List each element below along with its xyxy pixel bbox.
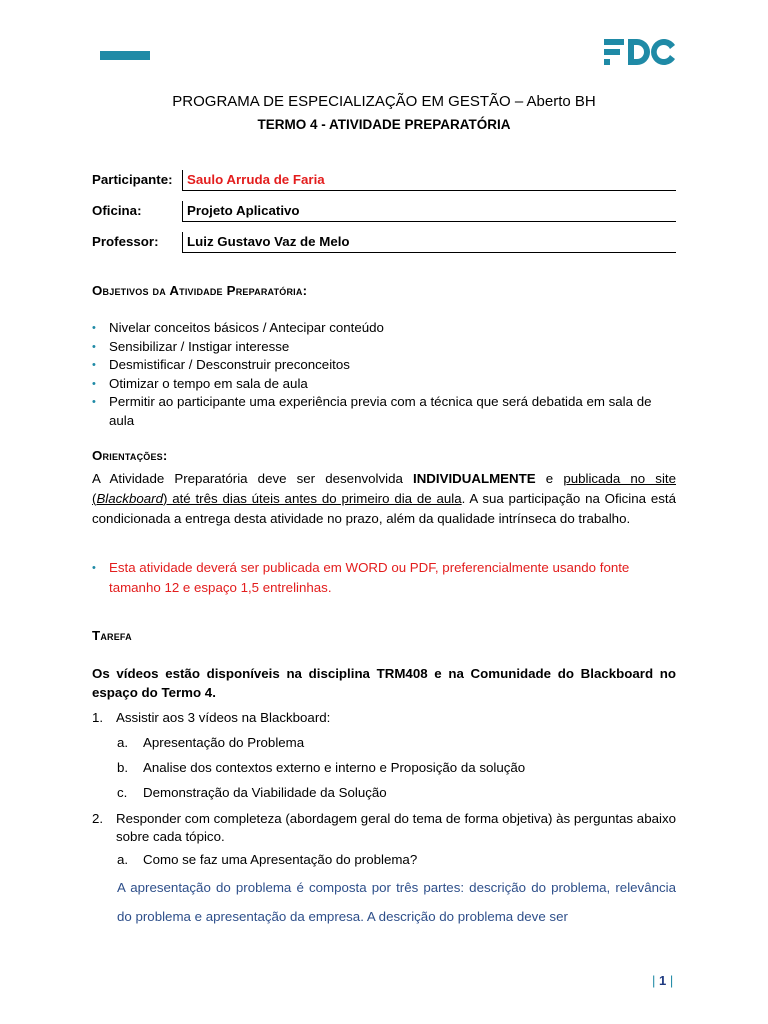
item-number: 1. (92, 710, 104, 725)
professor-value: Luiz Gustavo Vaz de Melo (182, 232, 676, 253)
document-title: PROGRAMA DE ESPECIALIZAÇÃO EM GESTÃO – Aberto BH (172, 93, 596, 110)
orientacoes-text: A Atividade Preparatória deve ser desenvolvida (92, 471, 413, 486)
tarefa-heading: Tarefa (92, 628, 132, 643)
orientacoes-paragraph (92, 469, 676, 529)
oficina-field (92, 201, 676, 223)
orientacoes-text: e (535, 471, 564, 486)
fdc-logo-icon (604, 39, 676, 66)
item-number: 2. (92, 811, 104, 826)
participant-label: Participante: (92, 172, 173, 187)
orientacoes-text: ) até três dias úteis antes do primeiro dia de aula (162, 491, 462, 506)
list-item: • Desmistificar / Desconstruir preconceitos (92, 356, 676, 375)
item-text: Apresentação do Problema (143, 735, 305, 750)
objetivos-heading: Objetivos da Atividade Preparatória: (92, 283, 308, 298)
page-number-bar: | (652, 973, 656, 988)
item-letter: b. (117, 760, 129, 775)
item-text: Responder com completeza (abordagem geral do tema de forma objetiva) às perguntas abaixo sobre cada tópico. (116, 811, 676, 844)
item-text: Analise dos contextos externo e interno e Proposição da solução (143, 760, 526, 775)
item-letter: a. (117, 735, 129, 750)
item-letter: c. (117, 785, 128, 800)
list-item: • Sensibilizar / Instigar interesse (92, 338, 676, 357)
format-note-item: • Esta atividade deverá ser publicada em WORD ou PDF, preferencialmente usando fonte tamanho 12 e espaço 1,5 entrelinhas. (92, 558, 676, 598)
item-text: Demonstração da Viabilidade da Solução (143, 785, 387, 800)
oficina-value: Projeto Aplicativo (182, 201, 676, 222)
item-text: Assistir aos 3 vídeos na Blackboard: (116, 710, 331, 725)
fdc-logo (604, 39, 676, 69)
list-item: • Nivelar conceitos básicos / Antecipar conteúdo (92, 319, 676, 338)
item-letter: a. (117, 852, 129, 867)
participant-field (92, 170, 676, 192)
document-subtitle: TERMO 4 - ATIVIDADE PREPARATÓRIA (257, 117, 511, 132)
blackboard-italic: Blackboard (96, 491, 163, 506)
participant-value: Saulo Arruda de Faria (182, 170, 676, 191)
list-item: • Permitir ao participante uma experiência previa com a técnica que será debatida em sala de aula (92, 393, 676, 430)
objetivos-list (92, 319, 676, 430)
oficina-label: Oficina: (92, 203, 142, 218)
item-text: Como se faz uma Apresentação do problema? (143, 852, 418, 867)
orientacoes-text: . A sua participação na Oficina está condicionada a entrega desta atividade no prazo, além da qualidade intrínseca do trabalho. (92, 491, 676, 526)
answer-text: A apresentação do problema é composta por três partes: descrição do problema, relevância do problema e apresentação da empresa. A descrição do problema deve ser (117, 880, 676, 924)
format-note (92, 558, 676, 598)
list-item: • Otimizar o tempo em sala de aula (92, 375, 676, 394)
professor-label: Professor: (92, 234, 159, 249)
page-number-value: 1 (659, 973, 667, 988)
professor-field (92, 232, 676, 254)
page-number (652, 973, 673, 988)
header-accent-bar (100, 51, 150, 60)
individualmente-emphasis: INDIVIDUALMENTE (413, 471, 536, 486)
orientacoes-text: publicada no site ( (92, 471, 676, 506)
tarefa-intro: Os vídeos estão disponíveis na disciplina TRM408 e na Comunidade do Blackboard no espaço do Termo 4. (92, 666, 676, 700)
page-number-bar: | (669, 973, 674, 988)
orientacoes-heading: Orientações: (92, 448, 168, 463)
